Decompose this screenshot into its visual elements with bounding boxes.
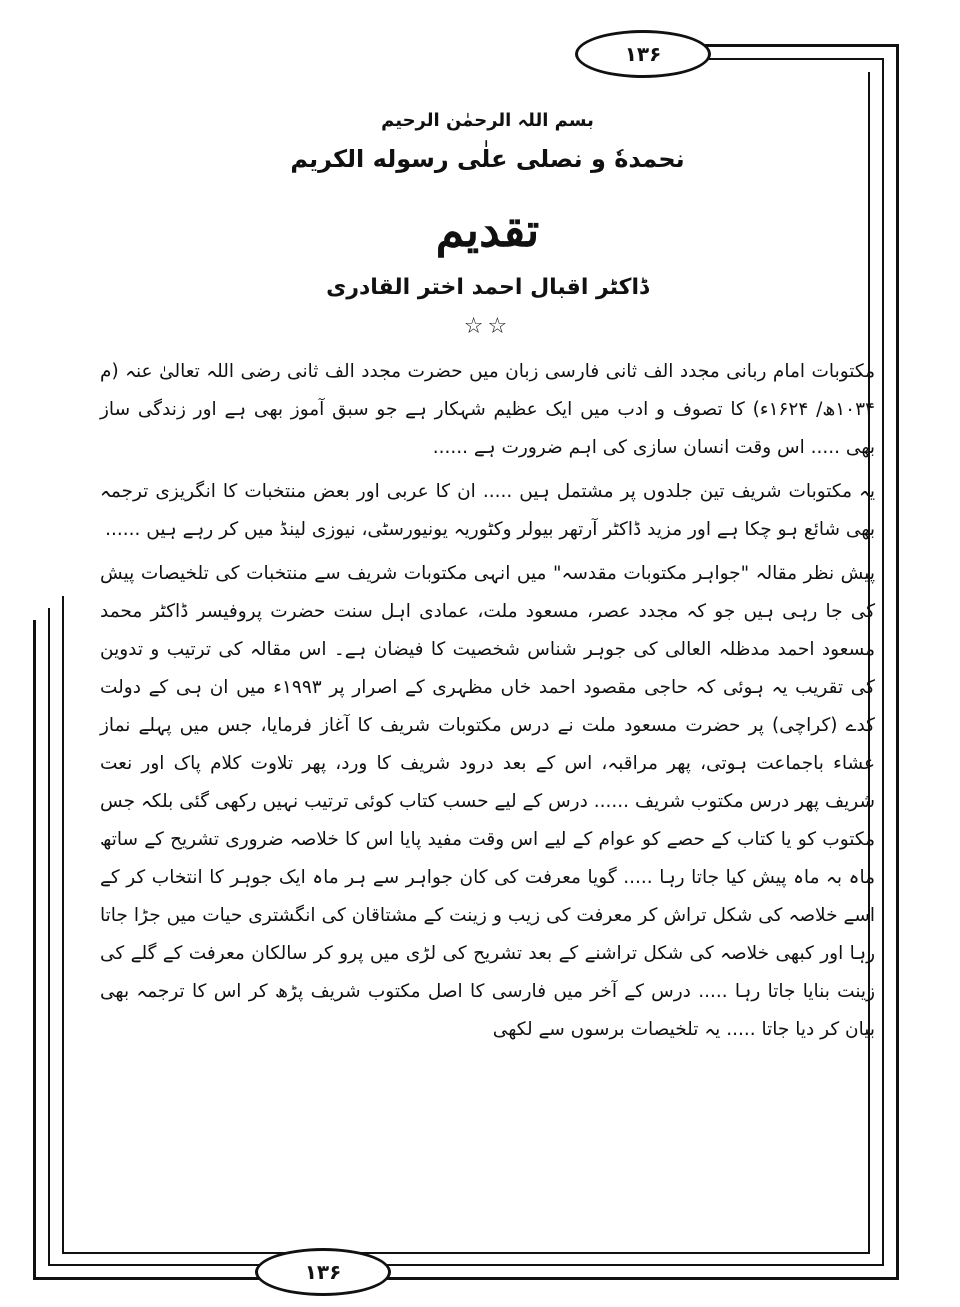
frame-innermost-bottom bbox=[62, 1252, 870, 1254]
page-title: تقدیم bbox=[435, 203, 540, 257]
hamd-heading: نحمدهٗ و نصلی علٰی رسوله الکریم bbox=[290, 145, 685, 173]
body-text bbox=[100, 353, 875, 1049]
frame-outer-bottom bbox=[33, 1277, 899, 1280]
paragraph-3: پیش نظر مقالہ "جواہر مکتوبات مقدسہ" میں انہی مکتوبات شریف سے منتخبات کی تلخیصات پیش کی جا رہی ہیں جو کہ مجدد عصر، مسعود ملت، عمادی اہل سنت حضرت پروفیسر ڈاکٹر محمد مسعود احمد مدظلہ العالی کی جوہر شناس شخصیت کا فیضان ہے۔ اس مقالہ کی ترتیب و تدوین کی تقریب یہ ہوئی کہ حاجی مقصود احمد خاں مظہری کے اصرار پر ۱۹۹۳ء میں ان ہی کے دولت کدے (کراچی) پر حضرت مسعود ملت نے درس مکتوبات شریف کا آغاز فرمایا، جس میں پہلے نماز عشاء باجماعت ہوتی، پھر مراقبہ، اس کے بعد درود شریف کا ورد، پھر تلاوت کلام پاک اور نعت شریف پھر درس مکتوب شریف ...... درس کے لیے حسب کتاب کوئی ترتیب نہیں رکھی گئی بلکہ جس مکتوب کو یا کتاب کے حصے کو عوام کے لیے اس وقت مفید پایا اس کا خلاصہ ضروری تشریح کے ساتھ ماہ بہ ماہ پیش کیا جاتا رہا ..... گویا معرفت کی کان جواہر سے ہر ماہ ایک جوہر کا انتخاب کر کے اسے خلاصہ کی شکل تراش کر معرفت کی زیب و زینت کے مشتاقان کی انگشتری حیات میں جڑا جاتا رہا اور کبھی خلاصہ کی شکل تراشنے کے بعد تشریح کی لڑی میں پرو کر سالکان معرفت کے گلے کی زینت بنایا جاتا رہا ..... درس کے آخر میں فارسی کا اصل مکتوب شریف پڑھ کر اس کا ترجمہ بھی بیان کر دیا جاتا ..... یہ تلخیصات برسوں سے لکھی bbox=[100, 563, 875, 1040]
frame-inner-bottom bbox=[48, 1264, 884, 1266]
frame-outer-right bbox=[896, 44, 899, 1280]
paragraph-1: مکتوبات امام ربانی مجدد الف ثانی فارسی زبان میں حضرت مجدد الف ثانی رضی اللہ تعالیٰ عنہ (م ۱۰۳۴ھ/ ۱۶۲۴ء) کا تصوف و ادب میں ایک عظیم شہکار ہے جو سبق آموز بھی ہے اور زندگی ساز بھی ..... اس وقت انسان سازی کی اہم ضرورت ہے ...... bbox=[100, 361, 875, 458]
paragraph-2: یہ مکتوبات شریف تین جلدوں پر مشتمل ہیں ..... ان کا عربی اور بعض منتخبات کا انگریزی ترجمہ بھی شائع ہو چکا ہے اور مزید ڈاکٹر آرتھر بیولر وکٹوریہ یونیورسٹی، نیوزی لینڈ میں کر رہے ہیں ...... bbox=[100, 481, 875, 540]
page-number-top: ۱۳۶ bbox=[575, 30, 711, 78]
frame-outer-left bbox=[33, 620, 36, 1280]
frame-inner-right bbox=[882, 58, 884, 1266]
author-name: ڈاکٹر اقبال احمد اختر القادری bbox=[326, 275, 649, 300]
page-number-bottom: ۱۳۶ bbox=[255, 1248, 391, 1296]
star-ornament: ☆☆ bbox=[463, 314, 512, 339]
frame-innermost-left bbox=[62, 596, 64, 1254]
page-content bbox=[100, 110, 875, 1055]
frame-inner-left bbox=[48, 608, 50, 1266]
bismillah-heading: بسم اللہ الرحمٰن الرحیم bbox=[381, 110, 594, 131]
